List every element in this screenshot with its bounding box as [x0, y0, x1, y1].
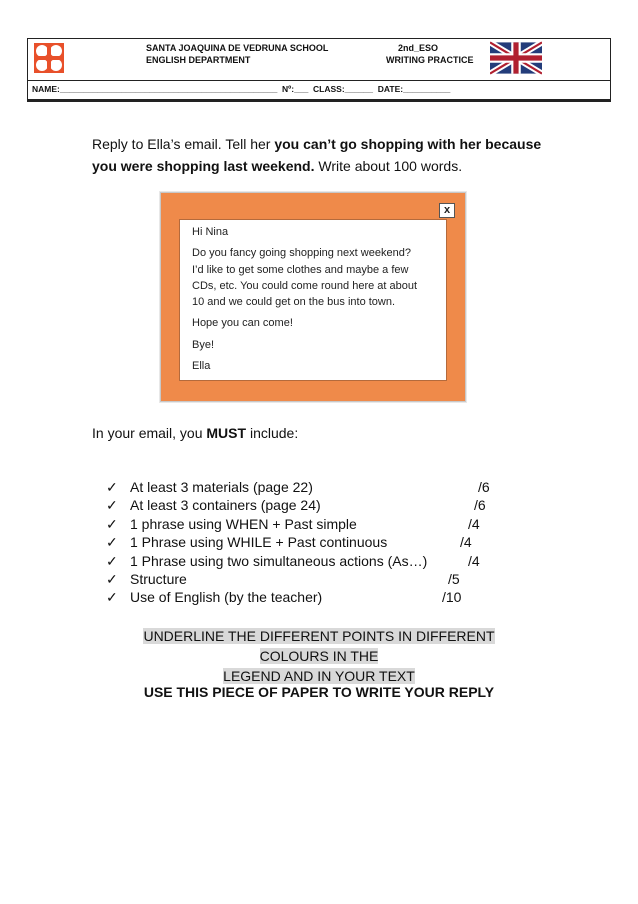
- checklist-item: [106, 515, 526, 533]
- checklist-score: /4: [460, 534, 472, 551]
- checklist-score: /5: [448, 570, 460, 587]
- course-info: [386, 42, 474, 66]
- checklist-score: /10: [442, 589, 462, 606]
- union-jack-flag-icon: [490, 41, 542, 75]
- activity-name: WRITING PRACTICE: [386, 55, 474, 65]
- email-line: Hi Nina: [192, 226, 229, 238]
- instructions-word-count: Write about 100 words.: [314, 158, 463, 174]
- checkmark-icon: ✓: [106, 515, 118, 532]
- header-bottom-rule: [27, 100, 611, 102]
- checkmark-icon: ✓: [106, 552, 118, 569]
- must-include-heading: [92, 425, 298, 441]
- underline-instruction-line2: LEGEND AND IN YOUR TEXT: [223, 668, 415, 684]
- instructions-bold-text: you can’t go shopping with her because you were shopping last weekend.: [92, 136, 542, 174]
- email-line: 10 and we could get on the bus into town.: [192, 296, 396, 309]
- student-info-row: NAME:______________________________________________ Nº:___ CLASS:______ DATE:__________: [32, 84, 451, 94]
- must-suffix: include:: [246, 425, 299, 441]
- email-text: [192, 224, 417, 374]
- ella-email-image: [160, 192, 466, 402]
- checkmark-icon: ✓: [106, 479, 118, 495]
- must-bold: MUST: [206, 425, 247, 441]
- must-prefix: In your email, you: [92, 425, 207, 441]
- checklist-item: [106, 570, 526, 588]
- instructions-text: Reply to Ella’s email. Tell her: [92, 136, 275, 152]
- school-logo-icon: [34, 43, 64, 73]
- checklist-label: 1 phrase using WHEN + Past simple: [130, 515, 357, 532]
- checklist-label: Structure: [130, 570, 187, 587]
- requirements-checklist: [106, 478, 526, 607]
- write-reply-instruction: USE THIS PIECE OF PAPER TO WRITE YOUR REPLY: [143, 684, 495, 700]
- checklist-label: 1 Phrase using two simultaneous actions (As…): [130, 552, 428, 569]
- email-line: CDs, etc. You could come round here at about: [192, 279, 418, 292]
- checklist-item: [106, 588, 526, 606]
- checklist-score: /6: [474, 497, 486, 514]
- school-info: [146, 42, 328, 66]
- checklist-label: At least 3 materials (page 22): [130, 479, 313, 495]
- header-divider: [28, 80, 610, 81]
- email-body: [179, 219, 447, 381]
- checklist-label: Use of English (by the teacher): [130, 589, 323, 606]
- school-name: SANTA JOAQUINA DE VEDRUNA SCHOOL: [146, 43, 329, 53]
- checklist-label: 1 Phrase using WHILE + Past continuous: [130, 534, 388, 551]
- email-line: Hope you can come!: [192, 317, 293, 330]
- checklist-item: [106, 478, 526, 496]
- department-name: ENGLISH DEPARTMENT: [146, 55, 251, 65]
- checklist-score: /4: [468, 515, 480, 532]
- checklist-label: At least 3 containers (page 24): [130, 497, 321, 514]
- email-line: I’d like to get some clothes and maybe a few: [192, 263, 409, 276]
- course-name: 2nd_ESO: [398, 43, 439, 53]
- underline-instruction-line1: UNDERLINE THE DIFFERENT POINTS IN DIFFERENT COLOURS IN THE: [143, 628, 495, 664]
- checklist-item: [106, 533, 526, 551]
- checkmark-icon: ✓: [106, 570, 118, 587]
- checklist-score: /6: [478, 479, 490, 495]
- checklist-item: [106, 552, 526, 570]
- checkmark-icon: ✓: [106, 534, 118, 551]
- underline-instruction: [108, 626, 530, 686]
- checkmark-icon: ✓: [106, 497, 118, 514]
- close-icon: x: [439, 203, 455, 218]
- email-line: Bye!: [192, 338, 215, 351]
- checklist-item: [106, 496, 526, 514]
- checkmark-icon: ✓: [106, 589, 118, 606]
- checklist-score: /4: [468, 552, 480, 569]
- email-line: Ella: [192, 360, 211, 373]
- task-instructions: [92, 133, 562, 177]
- email-line: Do you fancy going shopping next weekend?: [192, 247, 411, 260]
- worksheet-header: [27, 38, 611, 100]
